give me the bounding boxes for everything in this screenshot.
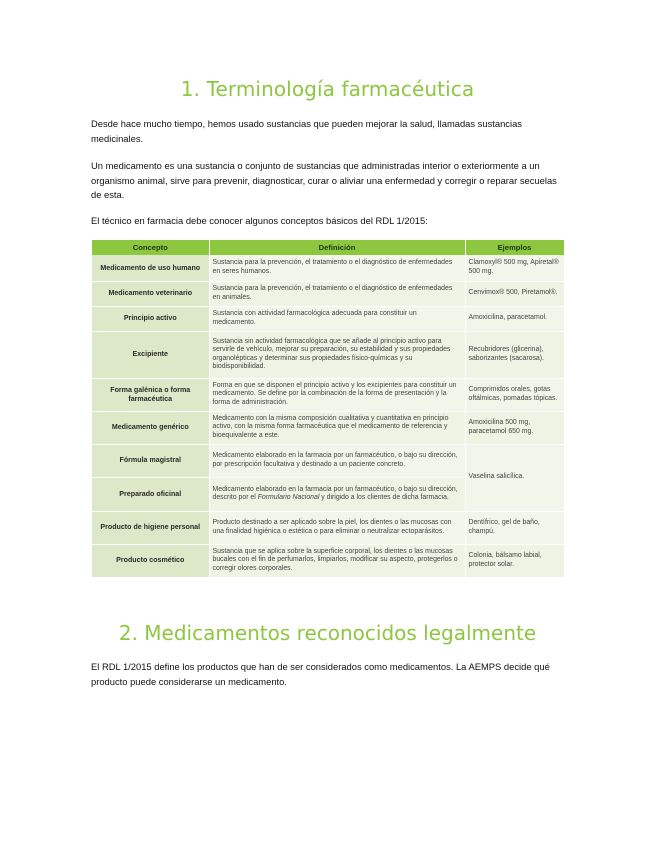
row-term: Principio activo: [92, 306, 209, 331]
header-ejemplos: Ejemplos: [465, 240, 564, 255]
row-term: Medicamento genérico: [92, 411, 209, 444]
row-examples: Clamoxyl® 500 mg, Apiretal® 500 mg.: [465, 255, 564, 281]
row-definition: Medicamento elaborado en la farmacia por un farmacéutico, o bajo su dirección, por prescripción facultativa y destinado a un paciente concreto.: [209, 444, 465, 477]
table-row: [92, 511, 564, 544]
formulario-nacional-text: Formulario Nacional: [257, 494, 320, 501]
definition-text: y dirigido a los clientes de dicha farmacia.: [319, 494, 449, 501]
table-row: [92, 306, 564, 331]
row-examples: Comprimidos orales, gotas oftálmicas, pomadas tópicas.: [465, 378, 564, 411]
table-intro-paragraph: El técnico en farmacia debe conocer algunos conceptos básicos del RDL 1/2015:: [91, 215, 428, 226]
row-examples: Vaselina salicílica.: [465, 444, 564, 511]
row-term: Medicamento de uso humano: [92, 255, 209, 281]
header-definicion: Definición: [209, 240, 465, 255]
table-row: [92, 378, 564, 411]
row-definition: Sustancia con actividad farmacológica adecuada para constituir un medicamento.: [209, 306, 465, 331]
medicamento-definition-paragraph: Un medicamento es una sustancia o conjunto de sustancias que administradas interior o exteriormente a un organismo animal, sirve para prevenir, diagnosticar, curar o aliviar una enfermedad y corregir o reparar secuelas de esta.: [91, 160, 557, 200]
row-term: Forma galénica o forma farmacéutica: [92, 378, 209, 411]
terminology-table: [92, 240, 565, 578]
row-term: Medicamento veterinario: [92, 281, 209, 306]
row-examples: Amoxicilina, paracetamol.: [465, 306, 564, 331]
row-definition: Sustancia para la prevención, el tratamiento o el diagnóstico de enfermedades en seres humanos.: [209, 255, 465, 281]
definition-text: Medicamento elaborado en la farmacia por un farmacéutico, o bajo su dirección, descrito por el: [212, 485, 458, 501]
row-definition: Producto destinado a ser aplicado sobre la piel, los dientes o las mucosas con una finalidad higiénica o estética o para eliminar o neutralizar ectoparásitos.: [209, 511, 465, 544]
row-term: Preparado oficinal: [92, 477, 209, 511]
table-row: [92, 331, 564, 378]
section-2-paragraph: El RDL 1/2015 define los productos que han de ser considerados como medicamentos. La AEMPS decide qué producto puede considerarse un medicamento.: [91, 661, 550, 687]
row-term: Fórmula magistral: [92, 444, 209, 477]
table-row: [92, 411, 564, 444]
table-row: [92, 255, 564, 281]
row-definition: Sustancia que se aplica sobre la superficie corporal, los dientes o las mucosas bucales con el fin de perfumarlos, limpiarlos, modificar su aspecto, protegerlos o corregir olores corporales.: [209, 544, 465, 577]
row-term: Producto cosmético: [92, 544, 209, 577]
table-row: [92, 281, 564, 306]
terminology-table-wrapper: [92, 240, 564, 578]
row-term: Producto de higiene personal: [92, 511, 209, 544]
table-row: [92, 544, 564, 577]
row-examples: Cenvimox® 500, Piretamol®.: [465, 281, 564, 306]
row-definition: Medicamento con la misma composición cualitativa y cuantitativa en principio activo, con la misma forma farmacéutica que el medicamento de referencia y bioequivalente a este.: [209, 411, 465, 444]
row-definition: Forma en que se disponen el principio activo y los excipientes para constituir un medicamento. Se define por la combinación de la forma de presentación y la forma de administración.: [209, 378, 465, 411]
row-definition: Sustancia sin actividad farmacológica que se añade al principio activo para servirle de vehículo, mejorar su preparación, su estabilidad y sus propiedades organolépticas y determinar sus propiedades físico-químicas y su biodisponibilidad.: [209, 331, 465, 378]
header-concepto: Concepto: [92, 240, 209, 255]
row-examples: Amoxicilina 500 mg, paracetamol 650 mg.: [465, 411, 564, 444]
section-1-heading: 1. Terminología farmacéutica: [180, 77, 475, 101]
row-examples: Recubridores (glicerina), saborizantes (sacarosa).: [465, 331, 564, 378]
section-2-heading: 2. Medicamentos reconocidos legalmente: [118, 621, 537, 645]
row-definition: [209, 477, 465, 511]
table-row: [92, 444, 564, 477]
table-header-row: [92, 240, 564, 255]
row-examples: Dentífrico, gel de baño, champú.: [465, 511, 564, 544]
row-term: Excipiente: [92, 331, 209, 378]
intro-paragraph: Desde hace mucho tiempo, hemos usado sustancias que pueden mejorar la salud, llamadas sustancias medicinales.: [91, 118, 522, 144]
row-examples: Colonia, bálsamo labial, protector solar.: [465, 544, 564, 577]
row-definition: Sustancia para la prevención, el tratamiento o el diagnóstico de enfermedades en animales.: [209, 281, 465, 306]
